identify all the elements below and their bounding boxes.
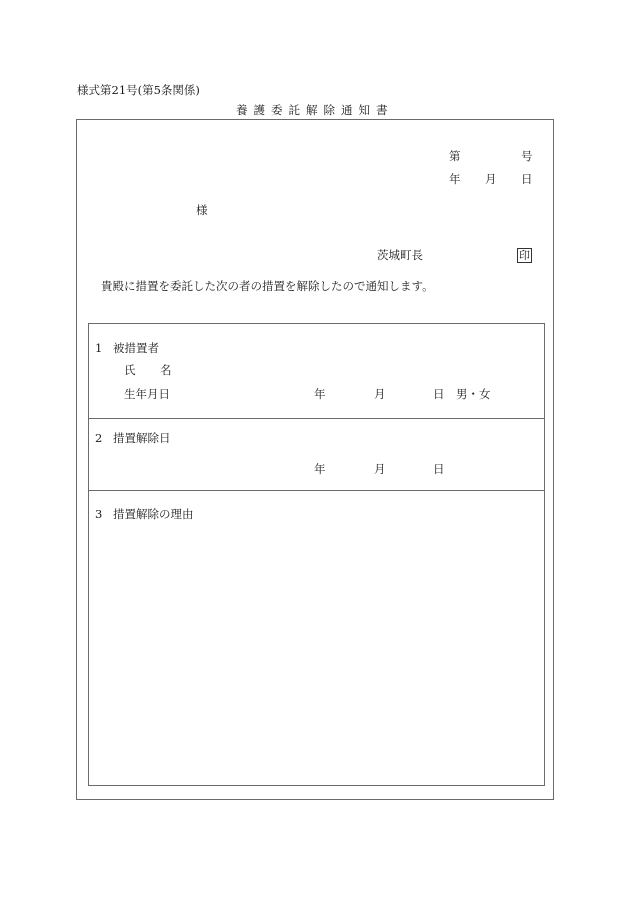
name-label-part1: 氏 (124, 363, 136, 377)
section-divider (88, 418, 545, 419)
reason-field[interactable] (100, 530, 530, 770)
birth-month-label: 月 (374, 387, 386, 401)
birthdate-label: 生年月日 (124, 387, 170, 401)
date-year-label: 年 (449, 172, 461, 186)
birth-day-label: 日 (433, 387, 445, 401)
sender-title: 茨城町長 (377, 248, 423, 262)
release-month-label: 月 (374, 462, 386, 476)
section-2-heading: 措置解除日 (113, 431, 171, 445)
section-divider (88, 490, 545, 491)
section-3-heading: 措置解除の理由 (113, 507, 194, 521)
number-prefix: 第 (449, 149, 461, 163)
section-2-number: 2 (95, 431, 103, 445)
section-3-number: 3 (95, 507, 103, 521)
number-suffix: 号 (521, 149, 533, 163)
name-field[interactable] (180, 363, 480, 377)
date-day-label: 日 (521, 172, 533, 186)
section-1-heading: 被措置者 (113, 341, 159, 355)
form-number: 様式第21号(第5条関係) (77, 83, 200, 97)
number-field[interactable] (463, 149, 518, 163)
seal-mark: 印 (519, 249, 530, 262)
addressee-field[interactable] (100, 202, 192, 216)
gender-selector[interactable]: 男・女 (456, 387, 491, 401)
release-year-label: 年 (314, 462, 326, 476)
document-title: 養護委託解除通知書 (236, 103, 394, 117)
section-1-number: 1 (95, 341, 103, 355)
date-month-label: 月 (485, 172, 497, 186)
birth-year-label: 年 (314, 387, 326, 401)
body-text: 貴殿に措置を委託した次の者の措置を解除したので通知します。 (101, 279, 434, 293)
addressee-suffix: 様 (196, 203, 208, 217)
release-day-label: 日 (433, 462, 445, 476)
name-label-part2: 名 (160, 363, 172, 377)
